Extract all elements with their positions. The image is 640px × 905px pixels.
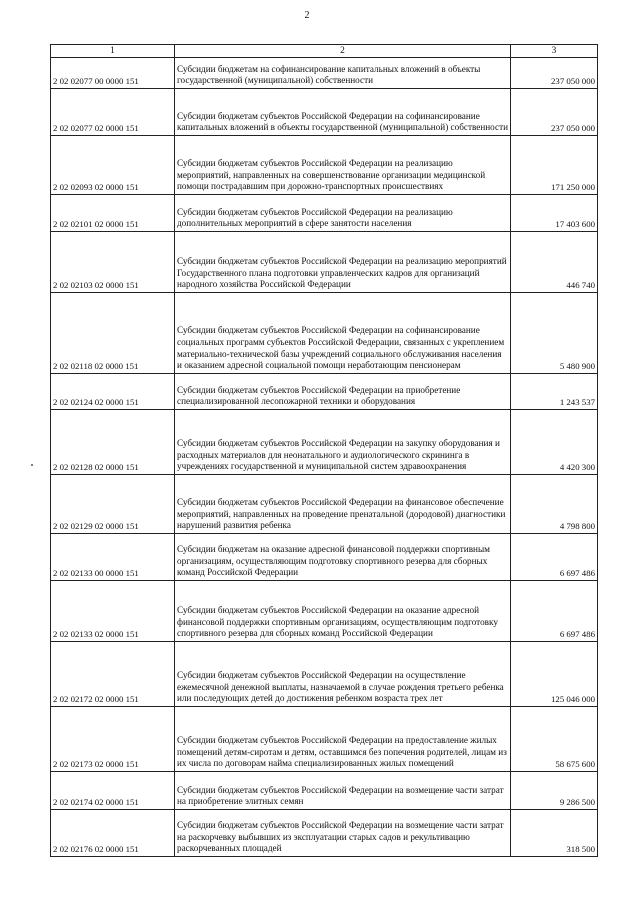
row-description: Субсидии бюджетам субъектов Российской Федерации на софинансирование капитальных вложений в объекты государственной (муниципальной) собственности	[175, 89, 511, 136]
budget-table	[50, 44, 598, 857]
budget-code: 2 02 02133 02 0000 151	[51, 581, 175, 642]
page-number: 2	[304, 10, 310, 21]
budget-code: 2 02 02176 02 0000 151	[51, 810, 175, 857]
row-amount: 125 046 000	[511, 642, 598, 707]
row-amount: 6 697 486	[511, 534, 598, 581]
row-description: Субсидии бюджетам субъектов Российской Федерации на оказание адресной финансовой поддержки спортивным организациям, осуществляющим подготовку спортивного резерва для сборных команд Российской Федерации	[175, 581, 511, 642]
budget-code: 2 02 02128 02 0000 151	[51, 410, 175, 475]
budget-code: 2 02 02077 02 0000 151	[51, 89, 175, 136]
row-description: Субсидии бюджетам субъектов Российской Федерации на осуществление ежемесячной денежной выплаты, назначаемой в случае рождения третьего ребенка или последующих детей до достижения ребенком возраста трех лет	[175, 642, 511, 707]
row-amount: 237 050 000	[511, 58, 598, 89]
row-amount: 4 798 800	[511, 475, 598, 534]
budget-code: 2 02 02133 00 0000 151	[51, 534, 175, 581]
table-row	[51, 707, 598, 772]
table-row	[51, 475, 598, 534]
row-description: Субсидии бюджетам субъектов Российской Федерации на софинансирование социальных программ субъектов Российской Федерации, связанных с укреплением материально-технической базы учреждений социального обслуживания населения и оказанием адресной социальной помощи неработающим пенсионерам	[175, 293, 511, 374]
table-row	[51, 89, 598, 136]
table-row	[51, 810, 598, 857]
row-description: Субсидии бюджетам субъектов Российской Федерации на предоставление жилых помещений детям-сиротам и детям, оставшимся без попечения родителей, лицам из их числа по договорам найма специализированных жилых помещений	[175, 707, 511, 772]
budget-code: 2 02 02129 02 0000 151	[51, 475, 175, 534]
row-amount: 6 697 486	[511, 581, 598, 642]
budget-code: 2 02 02172 02 0000 151	[51, 642, 175, 707]
table-row	[51, 195, 598, 232]
budget-code: 2 02 02124 02 0000 151	[51, 374, 175, 410]
row-description: Субсидии бюджетам на оказание адресной финансовой поддержки спортивным организациям, осуществляющим подготовку спортивного резерва для сборных команд Российской Федерации	[175, 534, 511, 581]
table-row	[51, 136, 598, 195]
row-amount: 446 740	[511, 232, 598, 293]
budget-code: 2 02 02173 02 0000 151	[51, 707, 175, 772]
row-description: Субсидии бюджетам субъектов Российской Федерации на возмещение части затрат на приобретение элитных семян	[175, 772, 511, 810]
table-row	[51, 293, 598, 374]
row-description: Субсидии бюджетам субъектов Российской Федерации на приобретение специализированной лесопожарной техники и оборудования	[175, 374, 511, 410]
budget-code: 2 02 02118 02 0000 151	[51, 293, 175, 374]
table-row	[51, 581, 598, 642]
row-description: Субсидии бюджетам субъектов Российской Федерации на закупку оборудования и расходных материалов для неонатального и аудиологического скрининга в учреждениях государственной и муниципальной систем здравоохранения	[175, 410, 511, 475]
table-row	[51, 232, 598, 293]
column-header-amount: 3	[511, 45, 598, 58]
budget-code: 2 02 02103 02 0000 151	[51, 232, 175, 293]
table-row	[51, 772, 598, 810]
row-amount: 237 050 000	[511, 89, 598, 136]
budget-code: 2 02 02101 02 0000 151	[51, 195, 175, 232]
row-amount: 58 675 600	[511, 707, 598, 772]
row-amount: 5 480 900	[511, 293, 598, 374]
row-description: Субсидии бюджетам субъектов Российской Федерации на реализацию дополнительных мероприятий в сфере занятости населения	[175, 195, 511, 232]
table-row	[51, 58, 598, 89]
row-amount: 318 500	[511, 810, 598, 857]
budget-code: 2 02 02093 02 0000 151	[51, 136, 175, 195]
row-amount: 1 243 537	[511, 374, 598, 410]
row-description: Субсидии бюджетам субъектов Российской Федерации на реализацию мероприятий Государственного плана подготовки управленческих кадров для организаций народного хозяйства Российской Федерации	[175, 232, 511, 293]
row-amount: 4 420 300	[511, 410, 598, 475]
scan-speck	[31, 464, 33, 466]
row-description: Субсидии бюджетам субъектов Российской Федерации на финансовое обеспечение мероприятий, направленных на проведение пренатальной (дородовой) диагностики нарушений развития ребенка	[175, 475, 511, 534]
row-amount: 9 286 500	[511, 772, 598, 810]
row-amount: 171 250 000	[511, 136, 598, 195]
row-amount: 17 403 600	[511, 195, 598, 232]
table-row	[51, 534, 598, 581]
table-row	[51, 642, 598, 707]
column-header-code: 1	[51, 45, 175, 58]
table-row	[51, 410, 598, 475]
row-description: Субсидии бюджетам на софинансирование капитальных вложений в объекты государственной (муниципальной) собственности	[175, 58, 511, 89]
budget-code: 2 02 02077 00 0000 151	[51, 58, 175, 89]
table-row	[51, 374, 598, 410]
row-description: Субсидии бюджетам субъектов Российской Федерации на возмещение части затрат на раскорчевку выбывших из эксплуатации старых садов и рекультивацию раскорчеванных площадей	[175, 810, 511, 857]
column-header-description: 2	[175, 45, 511, 58]
row-description: Субсидии бюджетам субъектов Российской Федерации на реализацию мероприятий, направленных на совершенствование организации медицинской помощи пострадавшим при дорожно-транспортных происшествиях	[175, 136, 511, 195]
budget-code: 2 02 02174 02 0000 151	[51, 772, 175, 810]
header-row	[51, 45, 598, 58]
